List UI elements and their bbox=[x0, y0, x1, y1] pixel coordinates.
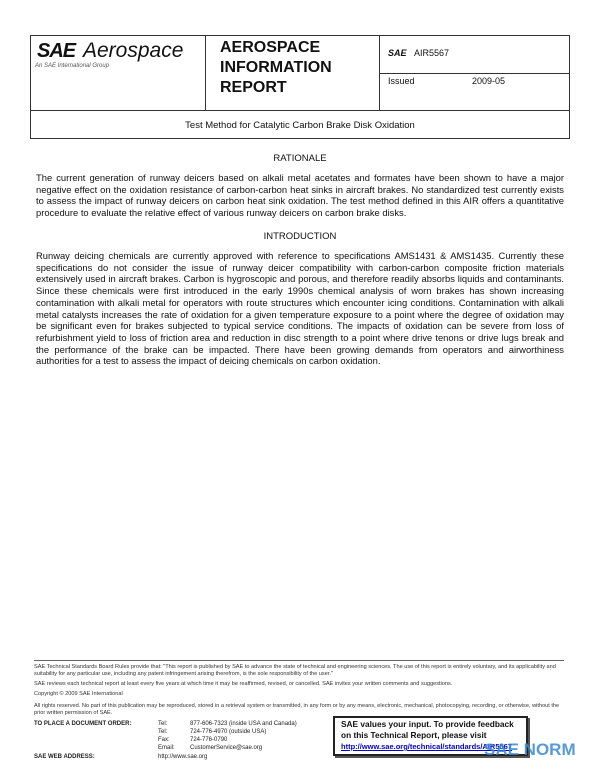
contact-value: 724-776-4970 (outside USA) bbox=[190, 729, 267, 735]
contact-value: 724-776-0790 bbox=[190, 737, 228, 743]
feedback-text: on this Technical Report, please visit bbox=[341, 730, 487, 740]
web-label: SAE WEB ADDRESS: bbox=[34, 754, 95, 760]
contact-email[interactable]: CustomerService@sae.org bbox=[190, 745, 263, 751]
introduction-text: Runway deicing chemicals are currently approved with reference to specifications AMS1431 & AMS1435. Currently these specifications do not consider the issue of runway deicer compatibility with carbon-carbon composite friction materials extensively used in aircraft brakes. Carbon is hygroscopic and porous, and therefore readily absorbs liquids and contaminants. Since these chemicals were first introduced in the early 1990s chemical analysis of worn brakes has shown increasing contamination with alkali metal for operators with route structures which encounter icing conditions. Contamination with alkali metal catalysts increases the rate of oxidation for a given temperature exposure to a point where the degree of oxidation may be significant even for brakes subjected to typical service conditions. The impacts of oxidation can be severe from loss of refurbishment yield to loss of friction area and reduction in disc strength to a point where drive tenons or drive lugs break and the performance of the brake can be impacted. There have been growing demands from operators and airworthiness authorities for a test to assess the impact of deicing chemicals on carbon oxidation. bbox=[36, 250, 564, 367]
rationale-heading: RATIONALE bbox=[273, 153, 327, 164]
issued-date: 2009-05 bbox=[472, 76, 506, 86]
doc-number: AIR5567 bbox=[414, 48, 450, 58]
feedback-text: SAE values your input. To provide feedback bbox=[341, 719, 514, 729]
logo-group: An SAE International Group bbox=[35, 63, 110, 69]
sae-mark: SAE bbox=[388, 48, 407, 58]
sae-aerospace-logo bbox=[31, 36, 206, 110]
doc-info bbox=[380, 36, 569, 110]
footer-rights: All rights reserved. No part of this publication may be reproduced, stored in a retrieval system or transmitted, in any form or by any means, electronic, mechanical, photocopying, recording, or otherwise, without the prior written permission of SAE. bbox=[34, 703, 560, 717]
contact-label: Tel: bbox=[158, 721, 168, 727]
report-type-line: AEROSPACE bbox=[220, 39, 321, 56]
logo-aerospace: Aerospace bbox=[83, 39, 184, 62]
report-type bbox=[206, 36, 380, 110]
footer-copyright: Copyright © 2009 SAE International bbox=[34, 691, 123, 697]
web-link[interactable]: http://www.sae.org bbox=[158, 754, 208, 760]
feedback-link[interactable]: http://www.sae.org/technical/standards/AIR5567 bbox=[341, 742, 513, 751]
introduction-heading: INTRODUCTION bbox=[263, 231, 337, 242]
contact-label: Fax: bbox=[158, 737, 170, 743]
header-box bbox=[30, 35, 570, 139]
rationale-text: The current generation of runway deicers based on alkali metal acetates and formates have been shown to have a major negative effect on the oxidation resistance of carbon-carbon heat sinks in aircraft brakes. No standardized test currently exists to assess the impact of runway deicers on carbon heat sink oxidation. The test method defined in this AIR offers a quantitative procedure to evaluate the relative effect of various runway deicers on carbon brake disks. bbox=[36, 172, 564, 219]
order-label: TO PLACE A DOCUMENT ORDER: bbox=[34, 721, 132, 727]
footer-review: SAE reviews each technical report at least every five years at which time it may be reaffirmed, revised, or cancelled. SAE invites your written comments and suggestions. bbox=[34, 681, 453, 687]
document-title: Test Method for Catalytic Carbon Brake Disk Oxidation bbox=[31, 110, 569, 140]
footer-divider bbox=[34, 660, 564, 661]
footer-rules: SAE Technical Standards Board Rules provide that: "This report is published by SAE to advance the state of technical and engineering sciences. The use of this report is entirely voluntary, and its applicability and suitability for any particular use, including any patent infringement arising therefrom, is the sole responsibility of the user." bbox=[34, 664, 556, 678]
logo-sae: SAE bbox=[37, 40, 76, 62]
report-type-line: REPORT bbox=[220, 79, 287, 96]
contact-label: Email: bbox=[158, 745, 175, 751]
contact-label: Tel: bbox=[158, 729, 168, 735]
issued-label: Issued bbox=[388, 76, 415, 86]
watermark-logo: SAE NORM bbox=[484, 740, 576, 759]
report-type-line: INFORMATION bbox=[220, 59, 332, 76]
contact-value: 877-606-7323 (inside USA and Canada) bbox=[190, 721, 297, 727]
